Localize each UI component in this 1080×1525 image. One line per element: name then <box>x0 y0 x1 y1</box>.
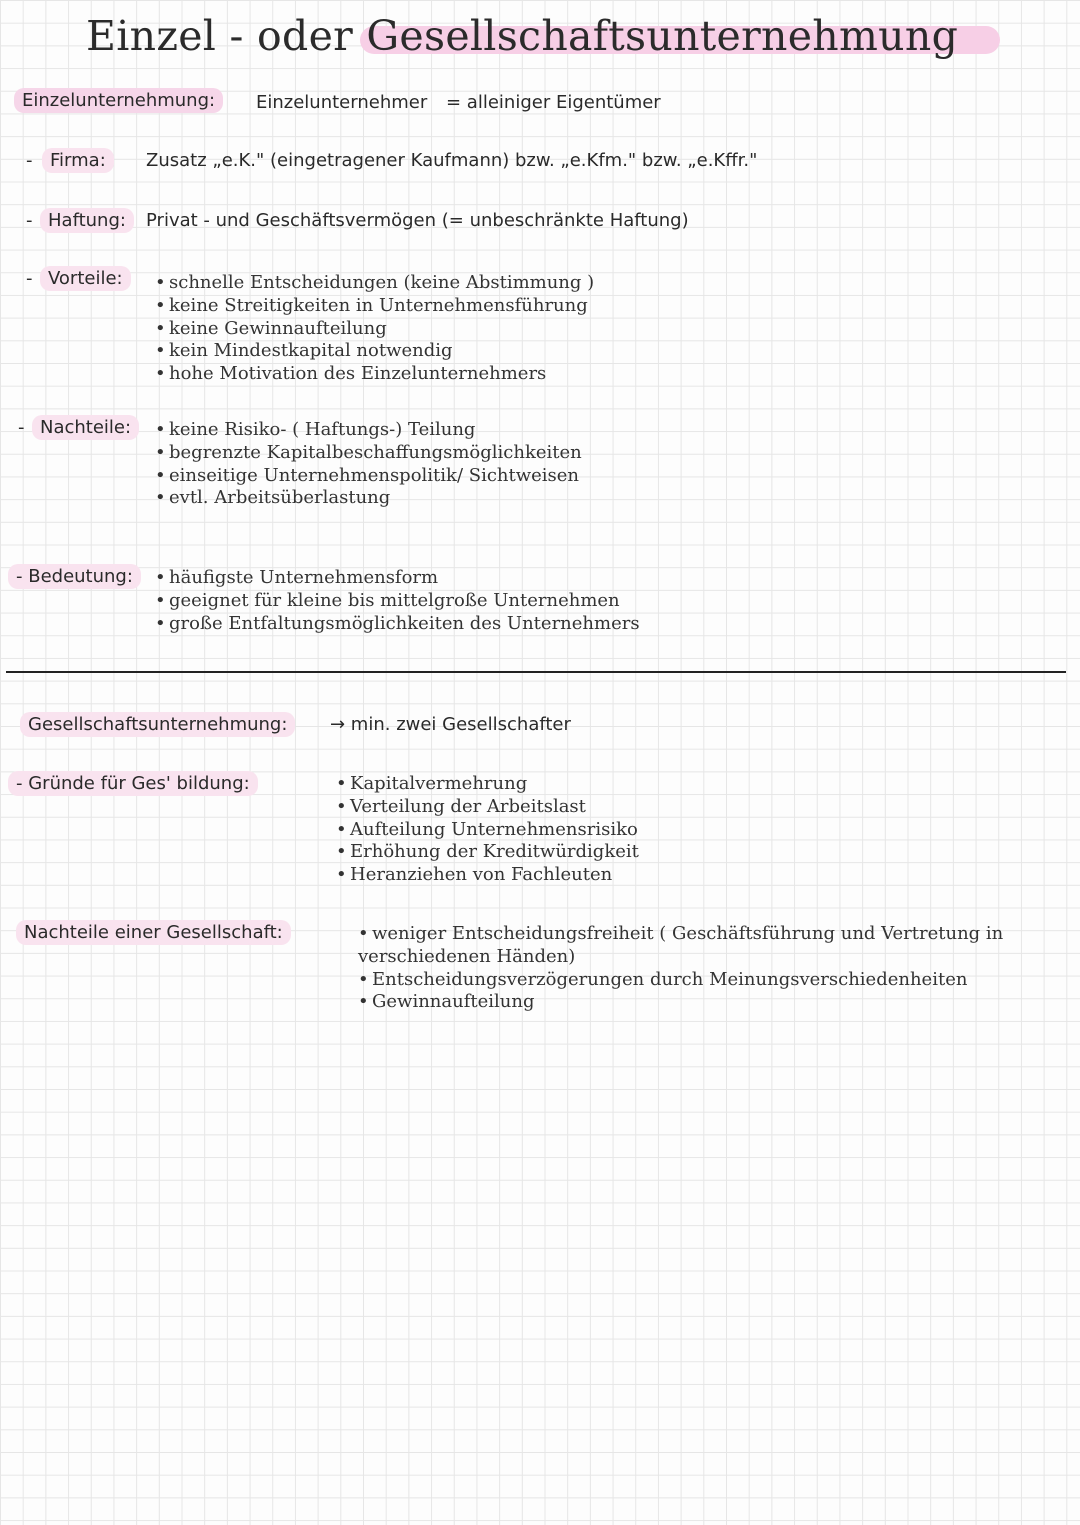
gruende-list <box>336 773 639 887</box>
bedeutung-label-text: Bedeutung: <box>28 566 133 587</box>
list-item: • Kapitalvermehrung <box>336 773 639 796</box>
gesellschaft-note: → min. zwei Gesellschafter <box>330 714 571 735</box>
vorteile-label-wrap <box>40 268 131 289</box>
einzel-owner-label: Einzelunternehmer <box>256 92 428 113</box>
bedeutung-list <box>155 567 640 635</box>
list-item: • große Entfaltungsmöglichkeiten des Unternehmers <box>155 613 640 636</box>
list-item: • Gewinnaufteilung <box>358 991 1048 1014</box>
list-item: • keine Risiko- ( Haftungs-) Teilung <box>155 419 582 442</box>
bedeutung-label-wrap <box>8 566 141 587</box>
list-item: • keine Streitigkeiten in Unternehmensführung <box>155 295 594 318</box>
list-item: • Heranziehen von Fachleuten <box>336 864 639 887</box>
list-item: • Verteilung der Arbeitslast <box>336 796 639 819</box>
bedeutung-label: - Bedeutung: <box>8 564 141 589</box>
list-item: • schnelle Entscheidungen (keine Abstimmung ) <box>155 272 594 295</box>
nachteile-label: Nachteile: <box>32 415 139 440</box>
gesellschaft-heading: Gesellschaftsunternehmung: <box>20 712 295 737</box>
vorteile-dash: - <box>26 268 33 289</box>
firma-label: Firma: <box>42 148 114 173</box>
firma-text: Zusatz „e.K." (eingetragener Kaufmann) bzw. „e.Kfm." bzw. „e.Kffr." <box>146 150 758 171</box>
haftung-label: Haftung: <box>40 208 134 233</box>
list-item: • Erhöhung der Kreditwürdigkeit <box>336 841 639 864</box>
nachteile-label-wrap <box>32 417 139 438</box>
gruende-label: - Gründe für Ges' bildung: <box>8 771 258 796</box>
list-item: • häufigste Unternehmensform <box>155 567 640 590</box>
gruende-label-text: Gründe für Ges' bildung: <box>28 773 250 794</box>
einzel-owner-definition: = alleiniger Eigentümer <box>446 92 661 113</box>
list-item: • hohe Motivation des Einzelunternehmers <box>155 363 594 386</box>
ges-nachteile-label: Nachteile einer Gesellschaft: <box>16 920 291 945</box>
list-item: • evtl. Arbeitsüberlastung <box>155 487 582 510</box>
list-item: • Aufteilung Unternehmensrisiko <box>336 819 639 842</box>
list-item: • geeignet für kleine bis mittelgroße Unternehmen <box>155 590 640 613</box>
vorteile-list <box>155 272 594 386</box>
page-title: Einzel - oder Gesellschaftsunternehmung <box>86 12 959 60</box>
firma-label-wrap <box>42 150 114 171</box>
einzel-heading <box>14 90 223 111</box>
gesellschaft-heading-wrap <box>20 714 295 735</box>
nachteile-list <box>155 419 582 510</box>
haftung-text: Privat - und Geschäftsvermögen (= unbeschränkte Haftung) <box>146 210 689 231</box>
gruende-label-wrap <box>8 773 258 794</box>
list-item: • weniger Entscheidungsfreiheit ( Geschäftsführung und Vertretung in verschiedenen Händen) <box>358 923 1048 969</box>
einzel-heading-label: Einzelunternehmung: <box>14 88 223 113</box>
list-item: • kein Mindestkapital notwendig <box>155 340 594 363</box>
ges-nachteile-list <box>358 923 1048 1014</box>
list-item: • einseitige Unternehmenspolitik/ Sichtweisen <box>155 465 582 488</box>
haftung-label-wrap <box>40 210 134 231</box>
list-item: • keine Gewinnaufteilung <box>155 318 594 341</box>
nachteile-dash: - <box>18 417 25 438</box>
vorteile-label: Vorteile: <box>40 266 131 291</box>
list-item: • begrenzte Kapitalbeschaffungsmöglichkeiten <box>155 442 582 465</box>
haftung-dash: - <box>26 210 33 231</box>
ges-nachteile-label-wrap <box>16 922 291 943</box>
firma-dash: - <box>26 150 33 171</box>
list-item: • Entscheidungsverzögerungen durch Meinungsverschiedenheiten <box>358 969 1048 992</box>
section-divider <box>6 671 1066 673</box>
